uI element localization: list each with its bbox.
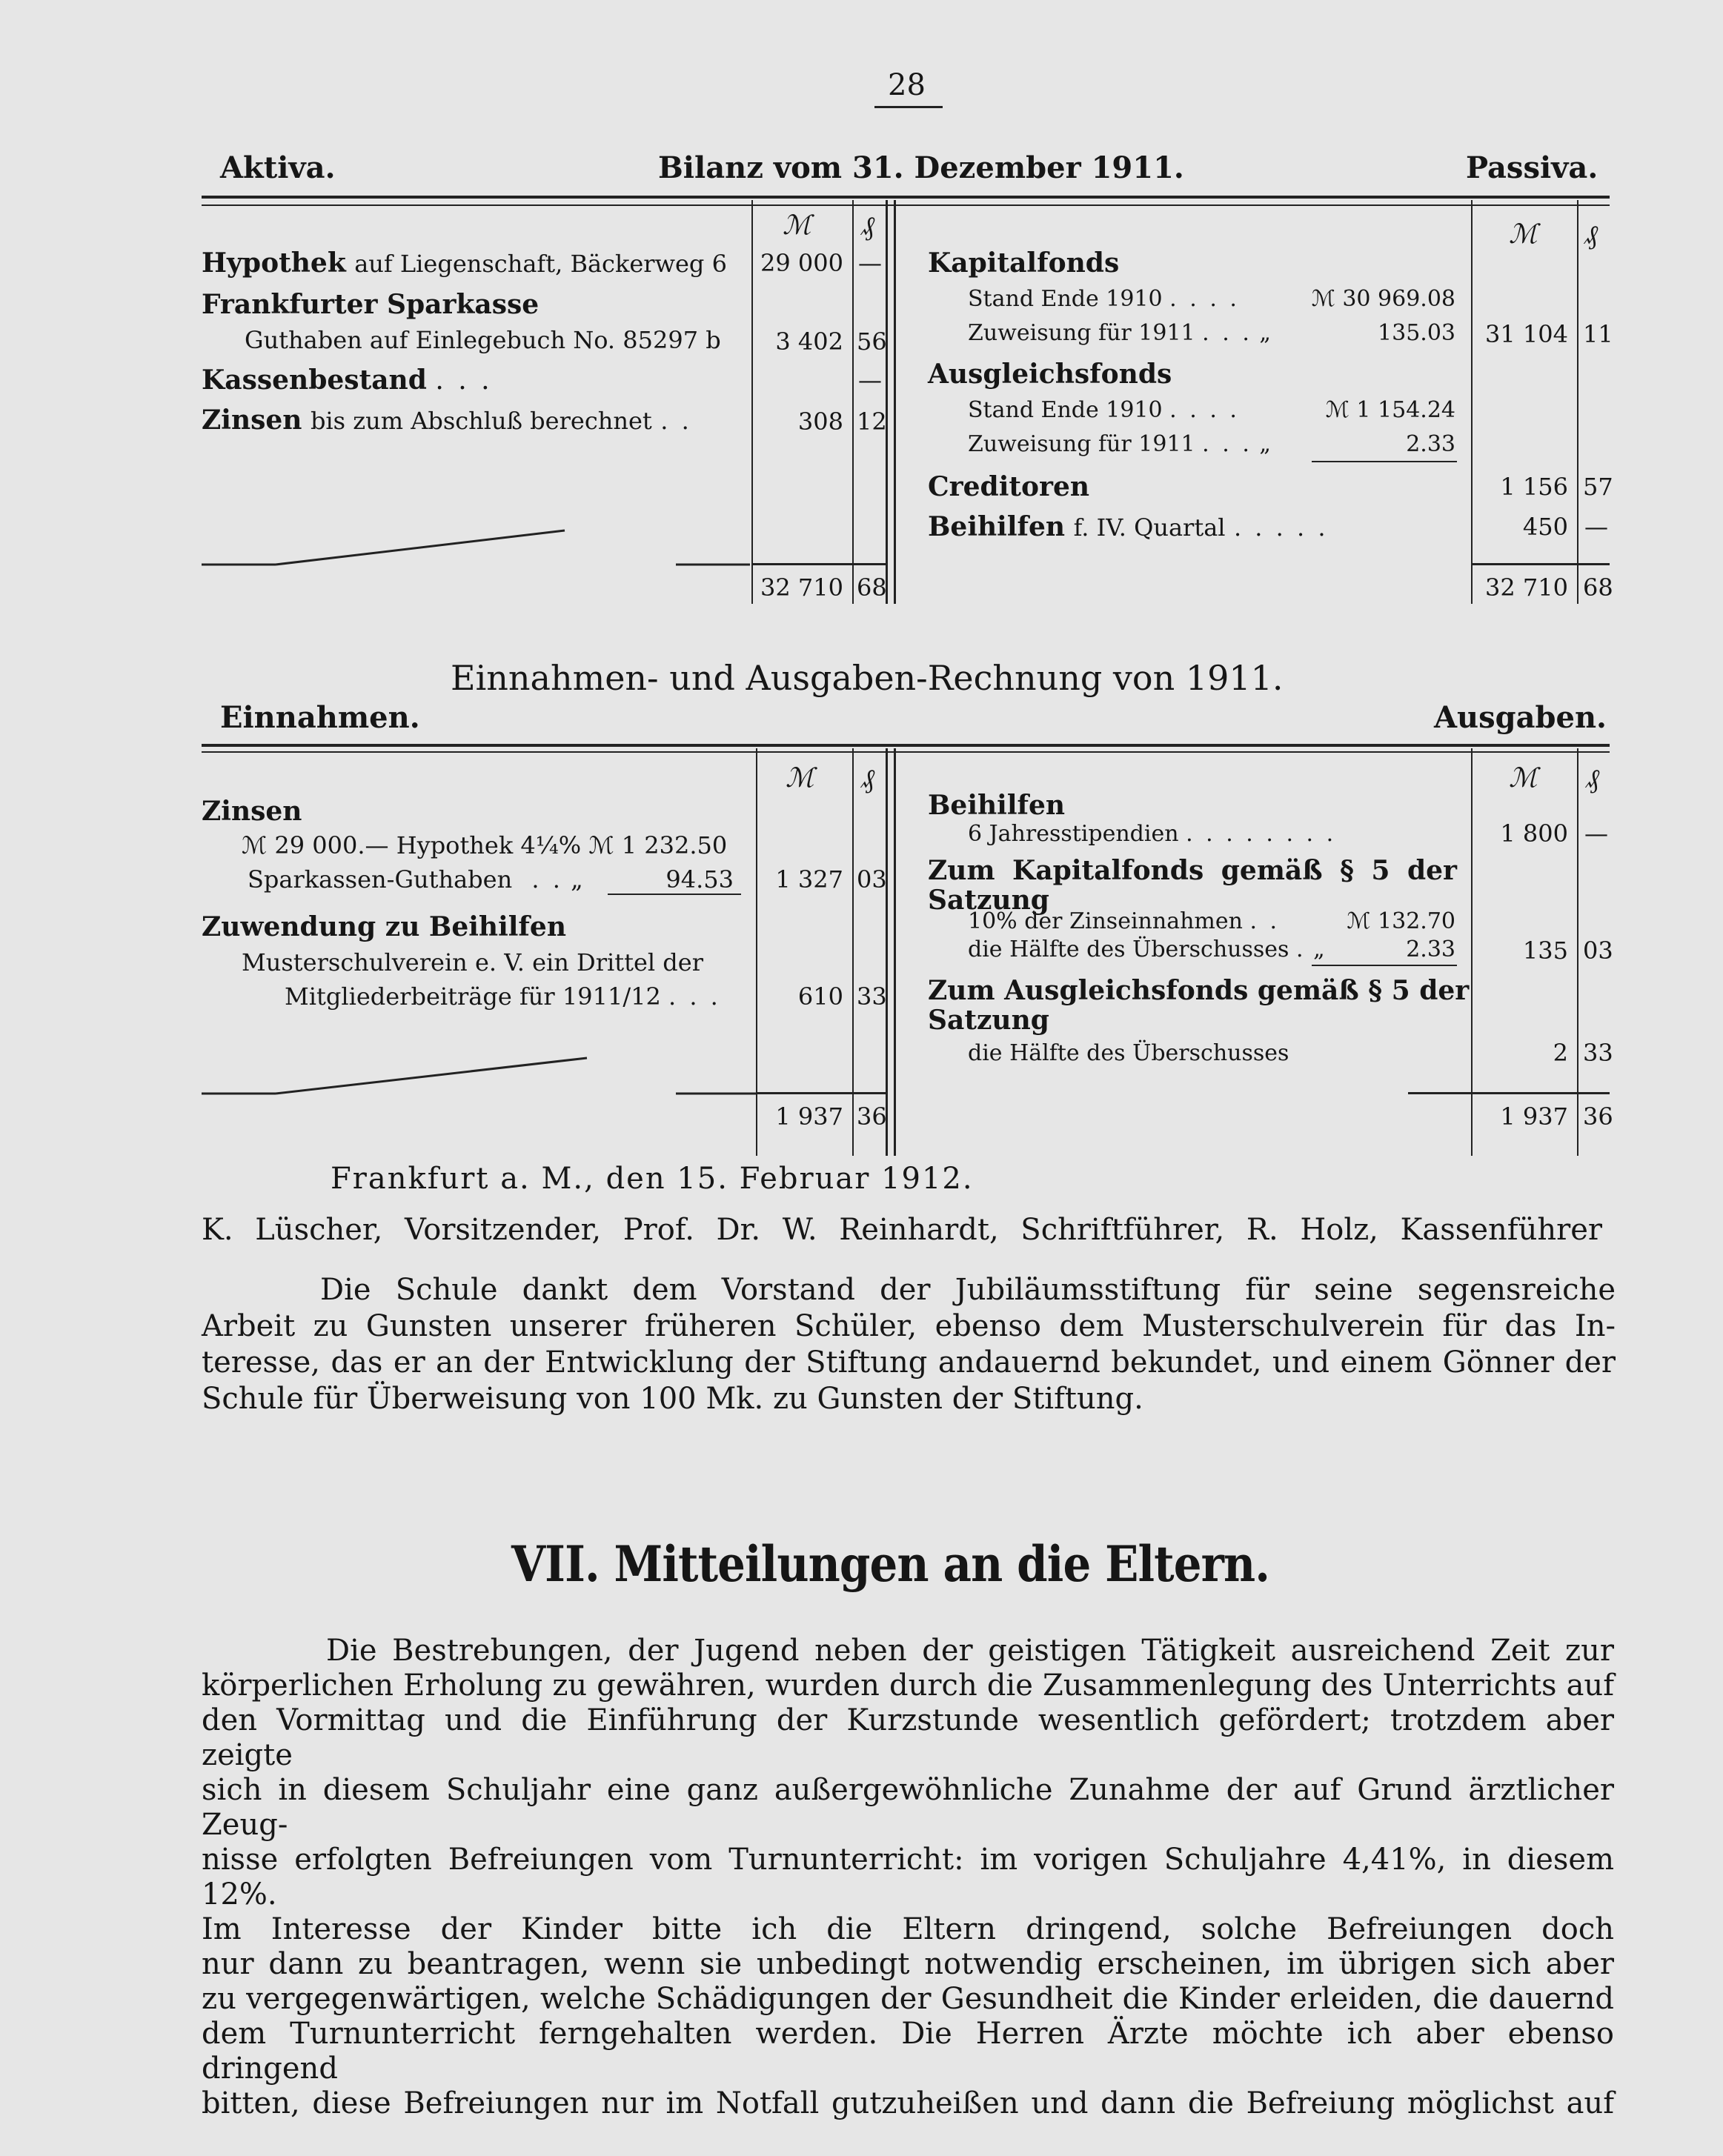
aktiva-total-mark: 32 710 [760, 573, 843, 602]
cell-mark: 610 [797, 982, 843, 1011]
kap-line2-value: 2.33 [1406, 936, 1455, 962]
mark-header: ℳ [1509, 219, 1538, 250]
pf-header: ₰ [1586, 764, 1599, 794]
mark-header: ℳ [783, 210, 811, 241]
rechnung-center-rule [894, 748, 896, 1156]
row-detail: Zuweisung für 1911 [968, 320, 1195, 346]
bilanz-col-rule [852, 200, 854, 604]
einnahmen-label: Einnahmen. [220, 700, 420, 735]
cell-pf: 03 [857, 865, 887, 894]
aktiva-label: Aktiva. [220, 150, 336, 185]
einnahmen-total-mark: 1 937 [775, 1102, 843, 1131]
cell-mark: 1 156 [1500, 473, 1568, 501]
aktiva-total-pf: 68 [857, 573, 887, 602]
ausgaben-total-mark: 1 937 [1500, 1102, 1568, 1131]
pf-header: ₰ [861, 764, 874, 794]
paragraph-line: sich in diesem Schuljahr eine ganz außergewöhnliche Zunahme der auf Grund ärztlicher Zeug- [202, 1773, 1614, 1842]
bilanz-top-rule-2 [202, 204, 1610, 206]
cell-pf: 57 [1583, 473, 1613, 501]
einnahmen-row-zuwendung: Zuwendung zu Beihilfen [202, 911, 566, 942]
paragraph-line: bitten, diese Befreiungen nur im Notfall gutzuheißen und dann die Befreiung möglichst auf [202, 2086, 1614, 2120]
bilanz-center-rule [886, 200, 888, 604]
cell-pf: 56 [857, 327, 887, 356]
row-dots: . . . [1202, 431, 1252, 457]
page-number: 28 [888, 68, 926, 102]
passiva-row-beihilfen [928, 511, 1329, 542]
cell-mark: 3 402 [775, 327, 843, 356]
pf-header: ₰ [861, 211, 874, 242]
ditto-mark: „ [1259, 431, 1271, 457]
zinsen-line2 [248, 865, 583, 894]
row-dots: . . . [435, 365, 493, 396]
kap-zuw-row [968, 320, 1271, 346]
pf-header: ₰ [1584, 220, 1598, 250]
einnahmen-total-pf: 36 [857, 1102, 887, 1131]
ausgaben-row-kapitalfonds [928, 855, 1457, 886]
aktiva-row-hypothek [202, 247, 727, 279]
einnahmen-row-zinsen: Zinsen [202, 796, 302, 827]
passiva-row-kapitalfonds: Kapitalfonds [928, 247, 1120, 279]
row-label: Zum Ausgleichsfonds gemäß § 5 der [928, 975, 1470, 1006]
ausgaben-label: Ausgaben. [1434, 700, 1607, 735]
passiva-total-pf: 68 [1583, 573, 1613, 602]
cell-mark: 1 800 [1500, 819, 1568, 848]
zuwendung-line1: Musterschulverein e. V. ein Drittel der [242, 948, 704, 976]
row-detail: f. IV. Quartal [1073, 513, 1226, 542]
cell-mark: 2 [1553, 1039, 1568, 1067]
cell-pf: — [858, 249, 882, 277]
paragraph-line: nur dann zu beantragen, wenn sie unbedingt notwendig erscheinen, im übrigen sich aber [202, 1947, 1614, 1981]
total-rule [1472, 563, 1610, 565]
subtotal-rule [608, 894, 741, 895]
row-dots: . . . . . . . . [1186, 821, 1337, 847]
row-label: Hypothek [202, 247, 346, 279]
cell-pf: 03 [1583, 936, 1613, 965]
cell-mark: 29 000 [760, 249, 843, 277]
row-detail: Stand Ende 1910 [968, 397, 1163, 423]
row-detail: 6 Jahresstipendien [968, 821, 1179, 847]
rechnung-col-rule [1577, 748, 1578, 1156]
kap-line2 [968, 936, 1325, 962]
row-detail: bis zum Abschluß berechnet [310, 407, 652, 435]
aus-stand-value: ℳ 1 154.24 [1325, 397, 1455, 423]
ausgaben-total-pf: 36 [1583, 1102, 1613, 1131]
paragraph-line: Im Interesse der Kinder bitte ich die Eltern dringend, solche Befreiungen doch [202, 1912, 1614, 1946]
rechnung-title: Einnahmen- und Ausgaben-Rechnung von 1911. [451, 658, 1284, 698]
cell-pf: 33 [1583, 1039, 1613, 1067]
row-detail: die Hälfte des Überschusses [968, 936, 1289, 962]
row-label-cont: Satzung [928, 1005, 1049, 1036]
row-detail: Sparkassen-Guthaben [248, 865, 513, 894]
row-dots: . . . . [1169, 397, 1240, 423]
cell-mark: 31 104 [1485, 320, 1568, 348]
total-rule [753, 563, 886, 565]
aus-line1: die Hälfte des Überschusses [968, 1040, 1289, 1066]
aktiva-row-sparkasse: Frankfurter Sparkasse [202, 289, 540, 320]
paragraph-line: dem Turnunterricht ferngehalten werden. Die Herren Ärzte möchte ich aber ebenso dringend [202, 2017, 1614, 2086]
rechnung-top-rule [202, 744, 1610, 747]
zinsen-line2-value: 94.53 [665, 865, 734, 894]
kap-stand-value: ℳ 30 969.08 [1311, 286, 1455, 312]
paragraph-line: Die Bestrebungen, der Jugend neben der geistigen Tätigkeit ausreichend Zeit zur [326, 1634, 1614, 1668]
row-dots: . . . [668, 982, 721, 1011]
bilanz-fill-stroke [202, 519, 765, 570]
ditto-mark: „ [1313, 936, 1325, 962]
subtotal-rule [1312, 461, 1457, 462]
eltern-paragraph [202, 1634, 1614, 2121]
paragraph-line: nisse erfolgten Befreiungen vom Turnunterricht: im vorigen Schuljahre 4,41%, in diesem 12%. [202, 1843, 1614, 1912]
paragraph-line: teresse, das er an der Entwicklung der Stiftung andauernd bekundet, und einem Gönner der [202, 1345, 1616, 1380]
aktiva-row-kasse [202, 365, 493, 396]
row-detail: 10% der Zinseinnahmen [968, 908, 1243, 934]
paragraph-line: den Vormittag und die Einführung der Kurzstunde wesentlich gefördert; trotzdem aber zeigte [202, 1703, 1614, 1772]
section-heading: VII. Mitteilungen an die Eltern. [511, 1535, 1270, 1593]
passiva-row-ausgleich: Ausgleichsfonds [928, 359, 1172, 390]
paragraph-line: Schule für Überweisung von 100 Mk. zu Gunsten der Stiftung. [202, 1382, 1143, 1416]
row-dots: . . . . [1169, 286, 1240, 312]
beihilfen-detail-row [968, 821, 1336, 847]
row-dots: . . . . . [1233, 513, 1329, 542]
paragraph-line: zu vergegenwärtigen, welche Schädigungen der Gesundheit die Kinder erleiden, die dauernd [202, 1982, 1614, 2016]
row-dots: . . . [1202, 320, 1252, 346]
bilanz-col-rule [1577, 200, 1578, 604]
mark-header: ℳ [786, 763, 814, 793]
ausgaben-row-ausgleich [928, 975, 1470, 1006]
row-detail: auf Liegenschaft, Bäckerweg 6 [354, 250, 727, 278]
row-dots: . . [531, 865, 563, 894]
ditto-mark: „ [571, 865, 583, 894]
zinsen-line1: ℳ 29 000.— Hypothek 4¼% ℳ 1 232.50 [242, 831, 728, 859]
mark-header: ℳ [1509, 763, 1538, 793]
row-label: Zum Kapitalfonds gemäß § 5 der [928, 855, 1457, 886]
cell-mark: 308 [797, 407, 843, 436]
signatures: K. Lüscher, Vorsitzender, Prof. Dr. W. Reinhardt, Schriftführer, R. Holz, Kassenführer [202, 1213, 1602, 1247]
cell-pf: — [1584, 513, 1608, 541]
cell-pf: — [1584, 819, 1608, 848]
kap-zuw-value: 135.03 [1378, 320, 1455, 346]
kap-line1-value: ℳ 132.70 [1347, 908, 1455, 934]
rechnung-top-rule-2 [202, 751, 1610, 753]
place-date: Frankfurt a. M., den 15. Februar 1912. [331, 1162, 974, 1196]
row-label: Beihilfen [928, 511, 1066, 542]
bilanz-col-rule [1471, 200, 1473, 604]
row-detail: Zuweisung für 1911 [968, 431, 1195, 457]
row-label: Kassenbestand [202, 365, 427, 396]
cell-mark: 1 327 [775, 865, 843, 894]
zuwendung-line2 [285, 982, 721, 1011]
total-rule [1408, 1092, 1610, 1094]
thanks-paragraph [202, 1272, 1616, 1417]
ditto-mark: „ [1259, 320, 1271, 346]
aus-zuw-row [968, 431, 1271, 457]
row-detail: Mitgliederbeiträge für 1911/12 [285, 982, 661, 1011]
bilanz-title: Bilanz vom 31. Dezember 1911. [658, 150, 1184, 185]
cell-pf: 12 [857, 407, 887, 436]
row-dots: . [1295, 936, 1307, 962]
page-number-rule [874, 106, 943, 108]
rechnung-center-rule [886, 748, 888, 1156]
row-dots: . . [660, 407, 692, 435]
rechnung-col-rule [852, 748, 854, 1156]
total-rule [757, 1092, 886, 1094]
aus-stand-row [968, 397, 1240, 423]
row-detail: Stand Ende 1910 [968, 286, 1163, 312]
cell-pf: 11 [1583, 320, 1613, 348]
bilanz-center-rule [894, 200, 896, 604]
row-dots: . . [1249, 908, 1281, 934]
aktiva-row-zinsen [202, 405, 692, 436]
kap-stand-row [968, 286, 1240, 312]
ausgaben-row-beihilfen: Beihilfen [928, 790, 1066, 821]
row-label-cont: Satzung [928, 885, 1049, 916]
aus-zuw-value: 2.33 [1406, 431, 1455, 457]
cell-mark: 135 [1522, 936, 1568, 965]
einnahmen-fill-stroke [202, 1052, 765, 1111]
passiva-label: Passiva. [1466, 150, 1598, 185]
bilanz-top-rule [202, 196, 1610, 199]
cell-mark: 450 [1522, 513, 1568, 541]
paragraph-line: Arbeit zu Gunsten unserer früheren Schüler, ebenso dem Musterschulverein für das In- [202, 1309, 1616, 1343]
rechnung-col-rule [1471, 748, 1473, 1156]
cell-pf: 33 [857, 982, 887, 1011]
row-label: Zinsen [202, 405, 302, 436]
paragraph-line: Die Schule dankt dem Vorstand der Jubiläumsstiftung für seine segensreiche [320, 1273, 1616, 1307]
cell-pf: — [858, 366, 882, 394]
kap-line1 [968, 908, 1280, 934]
passiva-total-mark: 32 710 [1485, 573, 1568, 602]
passiva-row-creditoren: Creditoren [928, 471, 1090, 502]
paragraph-line: körperlichen Erholung zu gewähren, wurden durch die Zusammenlegung des Unterrichts auf [202, 1668, 1614, 1703]
subtotal-rule [1312, 965, 1457, 966]
row-detail: Guthaben auf Einlegebuch No. 85297 b [245, 326, 721, 354]
